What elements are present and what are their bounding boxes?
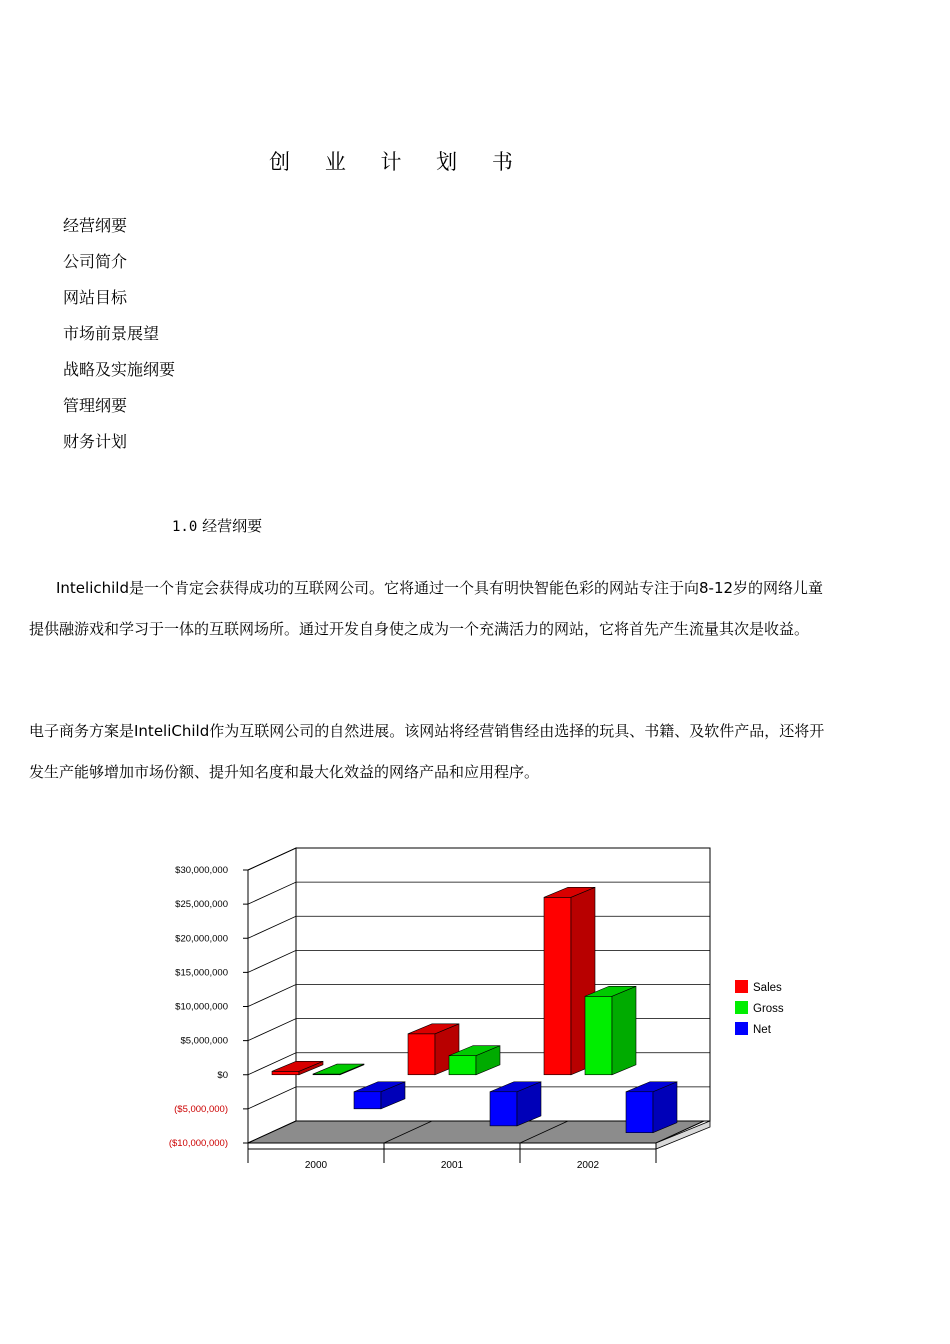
toc-item: 财务计划 <box>63 432 128 451</box>
y-tick-label: ($5,000,000) <box>174 1103 228 1115</box>
y-tick-label: $30,000,000 <box>175 865 228 876</box>
legend-swatch <box>735 1022 748 1035</box>
y-tick-label: ($10,000,000) <box>168 1138 228 1149</box>
chart-bar-net <box>626 1082 677 1133</box>
chart-bar-net <box>490 1082 541 1126</box>
table-of-contents <box>63 214 175 466</box>
financial-bar-chart <box>150 840 810 1180</box>
legend-label: Gross <box>753 1003 784 1015</box>
legend-label: Sales <box>753 982 782 994</box>
body-paragraph: Intelichild是一个肯定会获得成功的互联网公司。它将通过一个具有明快智能色彩的网站专注于向8-12岁的网络儿童提供融游戏和学习于一体的互联网场所。通过开发自身使之成为一个充满活力的网站，它将首先产生流量其次是收益。 <box>29 579 824 638</box>
bar-front-face <box>354 1092 381 1109</box>
y-tick-label: $25,000,000 <box>175 899 228 911</box>
toc-item: 网站目标 <box>63 288 128 307</box>
bar-front-face <box>585 996 612 1074</box>
bar-front-face <box>408 1034 435 1075</box>
bar-front-face <box>544 897 571 1074</box>
toc-item: 公司简介 <box>63 252 128 271</box>
section-title: 经营纲要 <box>202 517 263 535</box>
section-heading <box>172 515 262 536</box>
y-tick-label: $15,000,000 <box>175 967 228 979</box>
x-tick-label: 2000 <box>304 1160 328 1171</box>
bar-front-face <box>490 1092 517 1126</box>
legend-swatch <box>735 980 748 993</box>
toc-item: 管理纲要 <box>63 396 128 415</box>
body-paragraph: 电子商务方案是InteliChild作为互联网公司的自然进展。该网站将经营销售经由选择的玩具、书籍、及软件产品，还将开发生产能够增加市场份额、提升知名度和最大化效益的网络产品和应用程序。 <box>29 722 825 781</box>
bar-front-face <box>626 1092 653 1133</box>
y-tick-label: $20,000,000 <box>175 933 228 945</box>
bar-front-face <box>449 1056 476 1075</box>
toc-item: 经营纲要 <box>63 216 128 235</box>
toc-item: 市场前景展望 <box>63 324 160 343</box>
toc-item: 战略及实施纲要 <box>63 360 176 379</box>
section-number: 1.0 <box>172 519 198 535</box>
bar-side-face <box>612 986 636 1074</box>
legend-swatch <box>735 1001 748 1014</box>
bar-front-face <box>272 1071 299 1074</box>
chart-bar-gross <box>585 986 636 1074</box>
x-tick-label: 2001 <box>440 1160 464 1171</box>
y-tick-label: $0 <box>217 1069 228 1081</box>
y-tick-label: $10,000,000 <box>175 1001 228 1013</box>
x-tick-label: 2002 <box>576 1160 600 1171</box>
document-title: 创 业 计 划 书 <box>269 150 527 174</box>
y-tick-label: $5,000,000 <box>180 1035 228 1047</box>
legend-label: Net <box>753 1024 771 1036</box>
